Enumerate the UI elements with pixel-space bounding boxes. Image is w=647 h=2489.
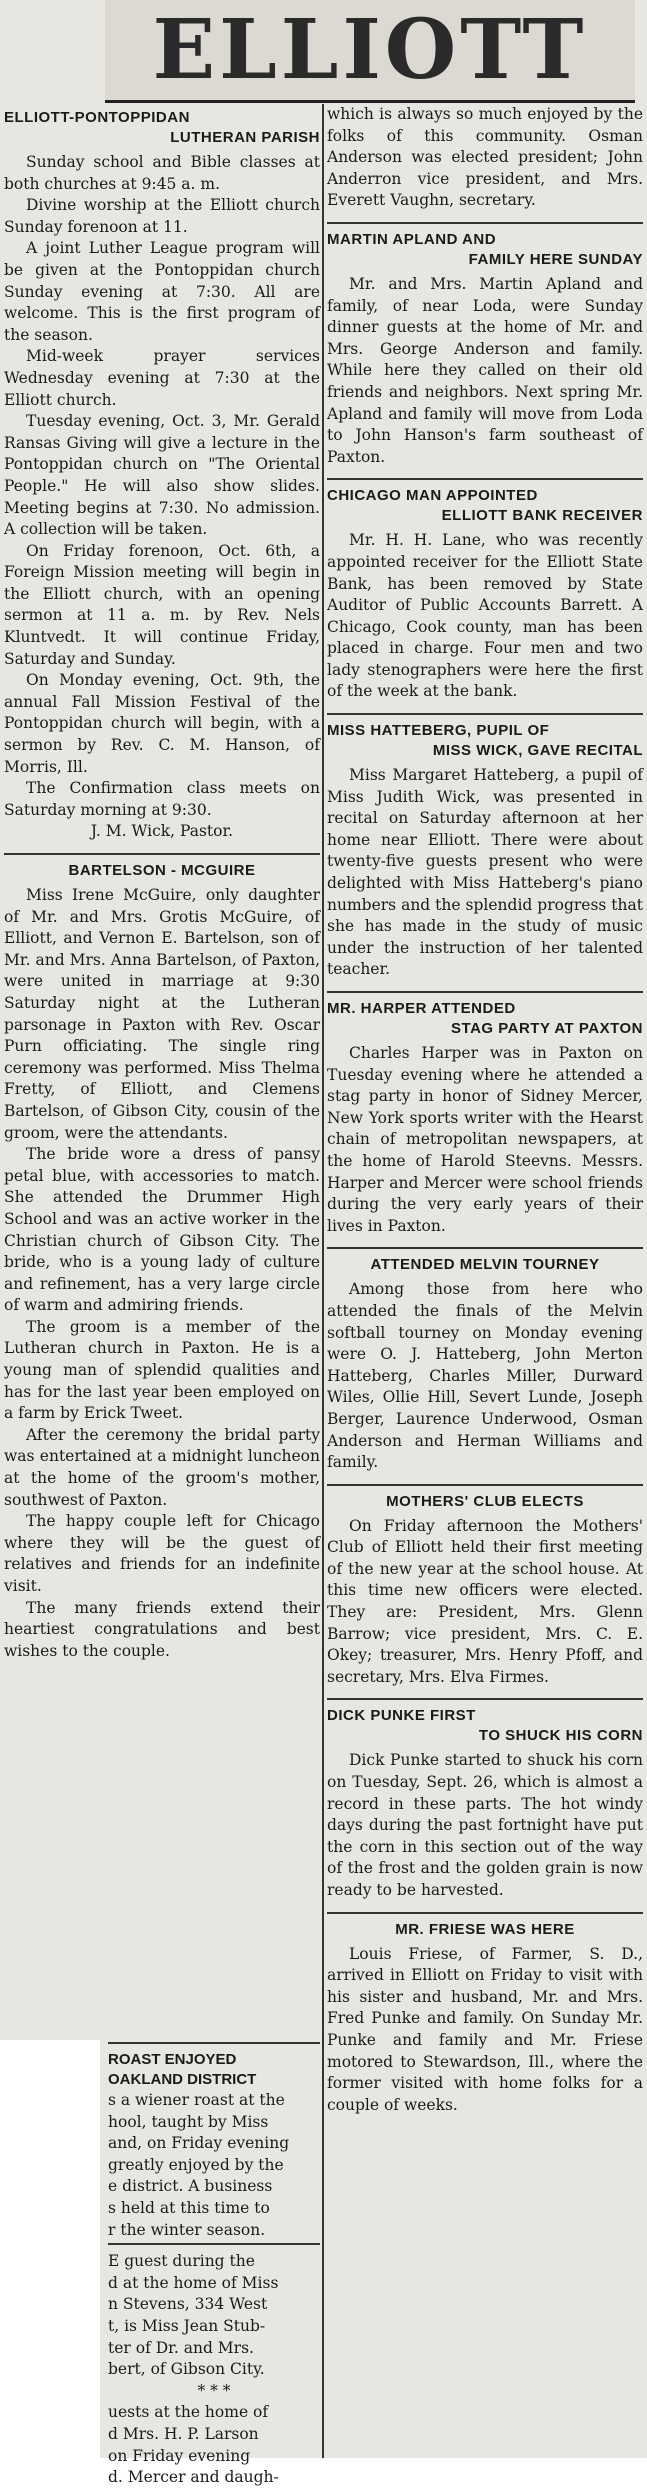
paragraph: On Monday evening, Oct. 9th, the annual Fall Mission Festival of the Pontoppidan church will begin, with a sermon by Rev. C. M. Hanson, of Morris, Ill.	[4, 671, 320, 776]
headline	[4, 861, 320, 881]
paragraph: Dick Punke started to shuck his corn on Tuesday, Sept. 26, which is almost a record in these parts. The hot windy days during the past fortnight have put the corn in this section out of the way of the frost and the golden grain is now ready to be harvested.	[327, 1751, 643, 1899]
separator-stars: * * *	[197, 2381, 231, 2400]
paragraph: The Confirmation class meets on Saturday morning at 9:30.	[4, 779, 320, 819]
masthead	[105, 0, 635, 103]
headline-line-2: TO SHUCK HIS CORN	[478, 1727, 643, 1745]
text-line: uests at the home of	[108, 2403, 269, 2422]
paragraph: Louis Friese, of Farmer, S. D., arrived in Elliott on Friday to visit with his sister and husband, Mr. and Mrs. Fred Punke and family. On Sunday Mr. Punke and family and Mr. Friese motored to Stewardson, Ill., where the former visited with home folks for a couple of weeks.	[327, 1944, 643, 2114]
paragraph: On Friday afternoon the Mothers' Club of Elliott held their first meeting of the new year at the school house. At this time new officers were elected. They are: President, Mrs. Glenn Barrow; vice president, Mrs. C. E. Okey; treasurer, Mrs. Henry Pfoff, and secretary, Mrs. Elva Firmes.	[327, 1516, 643, 1686]
text-line: on Friday evening	[108, 2446, 251, 2465]
headline-line-1: ROAST ENJOYED	[108, 2051, 237, 2068]
paragraph: Divine worship at the Elliott church Sunday forenoon at 11.	[4, 196, 320, 236]
paragraph: On Friday forenoon, Oct. 6th, a Foreign Mission meeting will begin in the Elliott church, with an opening sermon at 11 a. m. by Rev. Nels Kluntvedt. It will continue Friday, Saturday and Sunday.	[4, 541, 320, 668]
paragraph: The many friends extend their heartiest congratulations and best wishes to the couple.	[4, 1598, 320, 1660]
text-line: ter of Dr. and Mrs.	[108, 2338, 254, 2357]
paragraph: The groom is a member of the Lutheran church in Paxton. He is a young man of splendid qualities and has for the last year been employed on a farm by Erick Tweet.	[4, 1317, 320, 1423]
headline-line-2: ELLIOTT BANK RECEIVER	[441, 507, 643, 525]
paragraph: A joint Luther League program will be given at the Pontoppidan church Sunday evening at 7:30. All are welcome. This is the first program of the season.	[4, 239, 320, 344]
paragraph: Mr. H. H. Lane, who was recently appointed receiver for the Elliott State Bank, has been removed by State Auditor of Public Accounts Barrett. A Chicago, Cook county, man has been placed in charge. Four men and two lady stenographers were here the first of the week at the bank.	[327, 531, 643, 701]
article-rule	[327, 478, 643, 480]
headline-line-1: MR. HARPER ATTENDED	[327, 1000, 516, 1017]
headline-line-2: STAG PARTY AT PAXTON	[451, 1020, 643, 1037]
headline-line-2: OAKLAND DISTRICT	[108, 2071, 257, 2088]
headline-line-2: FAMILY HERE SUNDAY	[468, 250, 643, 268]
article-rule	[327, 1698, 643, 1700]
headline-line-1: MR. FRIESE WAS HERE	[395, 1920, 575, 1938]
paragraph: Sunday school and Bible classes at both churches at 9:45 a. m.	[4, 153, 320, 193]
article-harper-stag-party	[327, 999, 643, 1237]
article-continued	[327, 104, 643, 212]
text-line: d Mrs. H. P. Larson	[108, 2424, 259, 2443]
headline	[327, 1706, 643, 1746]
headline	[327, 721, 643, 761]
headline-line-2: LUTHERAN PARISH	[170, 129, 320, 146]
paragraph: The happy couple left for Chicago where they will be the guest of relatives and friends for an indefinite visit.	[4, 1512, 320, 1595]
article-friese-visit	[327, 1920, 643, 2117]
headline	[327, 999, 643, 1039]
text-line: E guest during the	[108, 2252, 255, 2271]
masthead-title: ELLIOTT	[152, 2, 588, 98]
text-line: s a wiener roast at the	[108, 2091, 285, 2109]
torn-corner	[0, 2040, 100, 2458]
headline-line-1: MISS HATTEBERG, PUPIL OF	[327, 722, 550, 740]
headline-line-1: CHICAGO MAN APPOINTED	[327, 487, 538, 505]
article-rule	[4, 853, 320, 855]
article-rule	[327, 1912, 643, 1914]
headline-line-1: BARTELSON - MCGUIRE	[68, 862, 256, 879]
paragraph: Miss Irene McGuire, only daughter of Mr. and Mrs. Grotis McGuire, of Elliott, and Vernon E. Bartelson, son of Mr. and Mrs. Anna Bartelson, of Paxton, were united in marriage at 9:30 Saturday night at the Lutheran parsonage in Paxton with Rev. Oscar Purn officiating. The single ring ceremony was performed. Miss Thelma Fretty, of Elliott, and Clemens Bartelson, of Gibson City, cousin of the groom, were the attendants.	[4, 886, 320, 1142]
article-rule	[108, 2243, 320, 2245]
text-line: greatly enjoyed by the	[108, 2155, 284, 2174]
headline	[327, 1255, 643, 1275]
article-bartelson-mcguire	[4, 861, 320, 1662]
article-martin-apland	[327, 230, 643, 468]
article-rule	[327, 222, 643, 224]
headline-line-2: MISS WICK, GAVE RECITAL	[432, 742, 643, 760]
paragraph: Tuesday evening, Oct. 3, Mr. Gerald Ransas Giving will give a lecture in the Pontoppidan church on "The Oriental People." He will also show slides. Meeting begins at 7:30. No admission. A collection will be taken.	[4, 412, 320, 539]
headline-line-1: ELLIOTT-PONTOPPIDAN	[4, 109, 190, 126]
headline	[327, 1920, 643, 1940]
left-column	[4, 104, 320, 1672]
text-line: n Stevens, 334 West	[108, 2295, 268, 2314]
text-line: s held at this time to	[108, 2198, 270, 2217]
article-melvin-tourney	[327, 1255, 643, 1473]
paragraph: Among those from here who attended the finals of the Melvin softball tourney on Monday evening were O. J. Hatteberg, John Merton Hatteberg, Charles Miller, Durward Wiles, Ollie Hill, Severt Lunde, Joseph Berger, Laurence Underwood, Osman Anderson and Herman Williams and family.	[327, 1280, 643, 1472]
article-dick-punke	[327, 1706, 643, 1901]
text-line: t, is Miss Jean Stub-	[108, 2316, 266, 2335]
paragraph: The bride wore a dress of pansy petal blue, with accessories to match. She attended the Drummer High School and was an active worker in the Christian church of Gibson City. The bride, who is a young lady of culture and refinement, has a very large circle of warm and admiring friends.	[4, 1145, 320, 1315]
text-line: and, on Friday evening	[108, 2134, 290, 2153]
article-rule	[327, 1484, 643, 1486]
text-line: e district. A business	[108, 2177, 273, 2196]
text-line: r the winter season.	[108, 2220, 266, 2239]
paragraph: After the ceremony the bridal party was entertained at a midnight luncheon at the home of the groom's mother, southwest of Paxton.	[4, 1425, 320, 1509]
headline	[327, 486, 643, 526]
article-rule	[327, 991, 643, 993]
article-lutheran-parish	[4, 108, 320, 843]
headline	[327, 1492, 643, 1512]
article-hatteberg-recital	[327, 721, 643, 981]
headline	[4, 108, 320, 148]
right-column	[327, 104, 643, 2126]
paragraph: Miss Margaret Hatteberg, a pupil of Miss Judith Wick, was presented in recital on Saturday afternoon at her home near Elliott. There were about twenty-five guests present who were delighted with Miss Hatteberg's piano numbers and the splendid progress that she has made in the study of music under the instruction of her talented teacher.	[327, 766, 643, 979]
text-line: d at the home of Miss	[108, 2273, 279, 2292]
headline-line-1: ATTENDED MELVIN TOURNEY	[370, 1256, 600, 1274]
paragraph: Mr. and Mrs. Martin Apland and family, of near Loda, were Sunday dinner guests at the home of Mr. and Mrs. George Anderson and family. While here they called on their old friends and neighbors. Next spring Mr. Apland and family will move from Loda to John Hanson's farm southeast of Paxton.	[327, 274, 643, 466]
article-rule	[108, 2042, 320, 2044]
article-rule	[327, 713, 643, 715]
text-line: hool, taught by Miss	[108, 2112, 269, 2131]
text-line: bert, of Gibson City.	[108, 2360, 265, 2379]
signature: J. M. Wick, Pastor.	[90, 822, 234, 841]
article-roast-oakland	[108, 2040, 320, 2489]
paragraph: which is always so much enjoyed by the folks of this community. Osman Anderson was elected president; John Anderron vice president, and Mrs. Everett Vaughn, secretary.	[327, 105, 643, 210]
column-divider	[322, 104, 324, 2458]
article-bank-receiver	[327, 486, 643, 703]
headline	[327, 230, 643, 270]
headline-line-1: MOTHERS' CLUB ELECTS	[386, 1492, 584, 1510]
headline-line-1: MARTIN APLAND AND	[327, 230, 497, 248]
paragraph: Mid-week prayer services Wednesday evening at 7:30 at the Elliott church.	[4, 347, 320, 409]
article-rule	[327, 1247, 643, 1249]
article-mothers-club	[327, 1492, 643, 1689]
headline-line-1: DICK PUNKE FIRST	[327, 1707, 476, 1725]
text-line: d. Mercer and daugh-	[108, 2468, 279, 2487]
paragraph: Charles Harper was in Paxton on Tuesday evening where he attended a stag party in honor of Sidney Mercer, New York sports writer with the Hearst chain of metropolitan newspapers, at the home of Harold Steevns. Messrs. Harper and Mercer were school friends during the very early years of their lives in Paxton.	[327, 1044, 643, 1235]
